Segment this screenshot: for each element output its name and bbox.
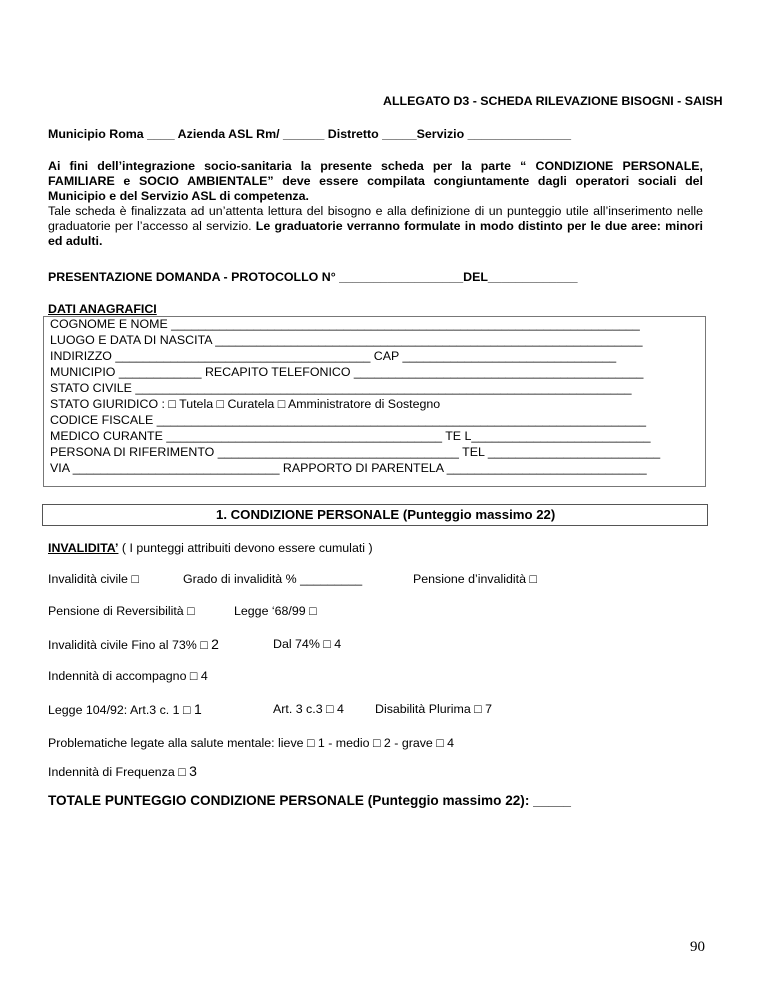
- indennita-frequenza-label: Indennità di Frequenza □: [48, 765, 190, 779]
- field-indirizzo-cap[interactable]: INDIRIZZO _____________________________________ CAP _______________________________: [50, 349, 617, 363]
- intro-paragraph-1: Ai fini dell’integrazione socio-sanitaria la presente scheda per la parte “ CONDIZIONE PERSONALE, FAMILIARE e SOCIO AMBIENTALE” deve essere compilata congiuntamente dagli operatori sociali del Municipio e del Servizio ASL di competenza.: [48, 159, 703, 203]
- invalidita-fino-73-checkbox[interactable]: [48, 637, 219, 653]
- totale-condizione-personale[interactable]: TOTALE PUNTEGGIO CONDIZIONE PERSONALE (Punteggio massimo 22): _____: [48, 793, 571, 808]
- field-luogo-data-nascita[interactable]: LUOGO E DATA DI NASCITA ______________________________________________________________: [50, 333, 643, 347]
- field-cognome-nome[interactable]: COGNOME E NOME ____________________________________________________________________: [50, 317, 640, 331]
- invalidita-note: ( I punteggi attribuiti devono essere cumulati ): [118, 541, 373, 555]
- legge-68-99-checkbox[interactable]: Legge ‘68/99 □: [234, 604, 317, 618]
- salute-mentale-row[interactable]: Problematiche legate alla salute mentale: lieve □ 1 - medio □ 2 - grave □ 4: [48, 736, 455, 750]
- field-persona-riferimento[interactable]: PERSONA DI RIFERIMENTO ___________________________________ TEL _________________________: [50, 445, 661, 459]
- field-municipio-recapito[interactable]: MUNICIPIO ____________ RECAPITO TELEFONICO __________________________________________: [50, 365, 644, 379]
- intro-paragraph-2-normal: Tale scheda è finalizzata ad un’attenta lettura del bisogno e alla definizione di un punteggio utile all’inserimento nelle graduatorie per l’accesso al servizio.: [48, 204, 703, 233]
- municipio-line[interactable]: Municipio Roma ____ Azienda ASL Rm/ ______ Distretto _____Servizio _______________: [48, 127, 571, 141]
- intro-paragraph-2-bold: Le graduatorie verranno formulate in modo distinto per le due aree: minori ed adulti.: [48, 219, 703, 248]
- section-1-title: 1. CONDIZIONE PERSONALE (Punteggio massimo 22): [216, 507, 556, 522]
- invalidita-dal-74-checkbox[interactable]: Dal 74% □ 4: [273, 637, 342, 651]
- dati-anagrafici-title: DATI ANAGRAFICI: [48, 302, 157, 316]
- field-medico-curante[interactable]: MEDICO CURANTE ________________________________________ TE L__________________________: [50, 429, 651, 443]
- field-codice-fiscale[interactable]: CODICE FISCALE _______________________________________________________________________: [50, 413, 646, 427]
- pensione-reversibilita-checkbox[interactable]: Pensione di Reversibilità □: [48, 604, 195, 618]
- legge-104-art3c1-points: 1: [193, 701, 202, 717]
- field-via-parentela[interactable]: VIA ______________________________ RAPPORTO DI PARENTELA _____________________________: [50, 461, 647, 475]
- invalidita-label: INVALIDITA’: [48, 541, 119, 555]
- invalidita-fino-73-points: 2: [211, 636, 219, 652]
- art3c3-checkbox[interactable]: Art. 3 c.3 □ 4: [273, 702, 344, 716]
- allegato-title: ALLEGATO D3 - SCHEDA RILEVAZIONE BISOGNI - SAISH: [383, 94, 723, 108]
- pensione-invalidita-checkbox[interactable]: Pensione d’invalidità □: [413, 572, 537, 586]
- grado-invalidita-field[interactable]: Grado di invalidità % _________: [183, 572, 363, 586]
- invalidita-heading: [48, 541, 373, 556]
- legge-104-art3c1-label: Legge 104/92: Art.3 c. 1 □: [48, 703, 194, 717]
- intro-paragraph-2: [48, 204, 703, 249]
- page-number: 90: [690, 939, 705, 955]
- disabilita-plurima-checkbox[interactable]: Disabilità Plurima □ 7: [375, 702, 492, 716]
- indennita-frequenza-checkbox[interactable]: [48, 764, 197, 780]
- indennita-frequenza-points: 3: [189, 763, 197, 779]
- field-stato-civile[interactable]: STATO CIVILE ________________________________________________________________________: [50, 381, 632, 395]
- protocollo-line[interactable]: PRESENTAZIONE DOMANDA - PROTOCOLLO N° __________________DEL_____________: [48, 270, 578, 284]
- legge-104-art3c1-checkbox[interactable]: [48, 702, 202, 718]
- invalidita-civile-checkbox[interactable]: Invalidità civile □: [48, 572, 139, 586]
- invalidita-fino-73-label: Invalidità civile Fino al 73% □: [48, 638, 212, 652]
- indennita-accompagno-checkbox[interactable]: Indennità di accompagno □ 4: [48, 669, 208, 683]
- field-stato-giuridico[interactable]: STATO GIURIDICO : □ Tutela □ Curatela □ Amministratore di Sostegno: [50, 397, 441, 411]
